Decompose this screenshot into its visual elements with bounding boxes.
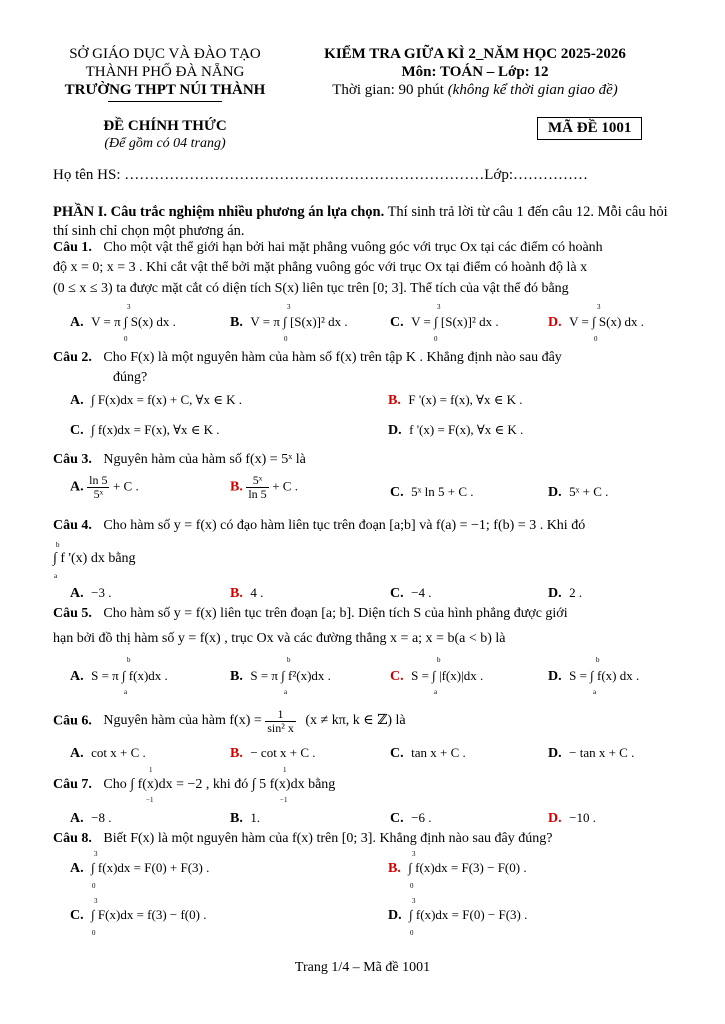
q1-c-text: V = ∫ [S(x)]² dx . [411,314,499,329]
option-c-label: C. [390,586,404,601]
q5-line2: hạn bởi đồ thị hàm số y = f(x) , trục Ox và các đường thẳng x = a; x = b(a < b) là [53,631,506,646]
q2-option-c[interactable] [70,422,220,439]
q1-d-upper: 3 [597,303,601,311]
q8-option-c[interactable] [70,907,206,924]
student-info-line: Họ tên HS: ………………………………………………………………Lớp:…………… [53,167,589,183]
q7-option-b[interactable] [230,810,260,827]
q5-b-upper: b [287,656,291,664]
q6-frac-den: sin² x [267,720,294,735]
q6-c-text: tan x + C . [411,745,466,760]
option-d-label: D. [548,811,562,826]
q1-option-b[interactable] [230,314,348,331]
q6-option-a[interactable] [70,745,146,762]
q8-option-d[interactable] [388,907,527,924]
option-a-label: A. [70,315,84,330]
q3-a-num: ln 5 [89,473,108,487]
q1-a-upper: 3 [127,303,131,311]
q1-d-text: V = ∫ S(x) dx . [569,314,645,329]
q4-d-text: 2 . [569,585,583,600]
q8-b-text: ∫ f(x)dx = F(3) − F(0) . [408,860,527,875]
option-c-label: C. [390,669,404,684]
option-b-label: B. [230,315,243,330]
q8-option-b[interactable] [388,860,527,877]
q3-label: Câu 3. [53,452,92,467]
q5-option-d[interactable] [548,668,639,685]
q7-first-lower: −1 [146,796,154,804]
option-a-label: A. [70,861,84,876]
option-c-label: C. [390,746,404,761]
q7-second-upper: 1 [283,766,287,774]
q3-a-den: 5ˣ [93,486,104,501]
option-a-label: A. [70,479,84,495]
option-b-label: B. [230,811,243,826]
q1-option-a[interactable] [70,314,176,331]
q8-c-upper: 3 [94,897,98,905]
q8-text: Biết F(x) là một nguyên hàm của f(x) trên [0; 3]. Khẳng định nào sau đây đúng? [103,831,553,846]
q2-option-b[interactable] [388,392,523,409]
option-d-label: D. [388,423,402,438]
option-d-label: D. [548,669,562,684]
option-d-label: D. [548,485,562,500]
q1-b-lower: 0 [284,335,288,343]
q5-d-text: S = ∫ f(x) dx . [569,668,640,683]
q4-text-1: Cho hàm số y = f(x) có đạo hàm liên tục trên đoạn [a;b] và f(a) = −1; f(b) = 3 . Khi đó [103,518,586,533]
option-c-label: C. [390,811,404,826]
option-b-label: B. [230,669,243,684]
q5-c-upper: b [437,656,441,664]
q7-c-text: −6 . [411,810,432,825]
q4-option-a[interactable] [70,585,111,602]
q4-a-text: −3 . [91,585,112,600]
q1-option-d[interactable] [548,314,644,331]
q3-b-den: ln 5 [248,486,267,501]
subject-line: Môn: TOÁN – Lớp: 12 [401,64,549,80]
option-c-label: C. [390,315,404,330]
q1-c-lower: 0 [434,335,438,343]
q7-option-c[interactable] [390,810,431,827]
q8-a-lower: 0 [92,882,96,890]
q3-option-b[interactable] [230,474,298,500]
q6-text-prefix: Nguyên hàm của hàm f(x) = [103,713,262,729]
q7-second-lower: −1 [280,796,288,804]
q6-line [53,708,406,734]
q6-fraction [265,708,296,734]
q4-line1 [53,518,585,534]
q7-text: Cho ∫ f(x)dx = −2 , khi đó ∫ 5 f(x)dx bằng [103,777,336,792]
q5-b-text: S = π ∫ f²(x)dx . [250,668,331,683]
q5-option-b[interactable] [230,668,331,685]
q1-line3: (0 ≤ x ≤ 3) ta được mặt cắt có diện tích S(x) liên tục trên [0; 3]. Thể tích của vật thể đó bằng [53,281,569,296]
q1-text-1: Cho một vật thể giới hạn bởi hai mặt phẳng vuông góc với trục Ox tại các điểm có hoành [103,240,603,255]
q8-d-lower: 0 [410,929,414,937]
q7-label: Câu 7. [53,777,92,792]
option-a-label: A. [70,586,84,601]
q1-a-text: V = π ∫ S(x) dx . [91,314,176,329]
q4-label: Câu 4. [53,518,92,533]
q5-b-lower: a [284,688,288,696]
q5-a-text: S = π ∫ f(x)dx . [91,668,168,683]
q8-label: Câu 8. [53,831,92,846]
q3-option-a[interactable] [70,474,139,500]
q4-upper: b [56,541,60,549]
q5-label: Câu 5. [53,606,92,621]
q1-b-upper: 3 [287,303,291,311]
q3-line [53,452,306,468]
q3-b-fraction [246,474,268,500]
school-name: TRƯỜNG THPT NÚI THÀNH [64,82,266,98]
q2-d-text: f '(x) = F(x), ∀x ∈ K . [409,422,524,437]
q5-a-lower: a [124,688,128,696]
option-a-label: A. [70,811,84,826]
q4-line2: ∫ f '(x) dx bằng [53,551,136,566]
q5-line1 [53,606,568,622]
q3-a-fraction [87,474,109,500]
q8-line [53,831,552,847]
q4-c-text: −4 . [411,585,432,600]
time-line [305,82,645,99]
q7-first-upper: 1 [149,766,153,774]
option-a-label: A. [70,746,84,761]
q1-a-lower: 0 [124,335,128,343]
q6-label: Câu 6. [53,713,92,729]
q6-frac-num: 1 [265,708,296,722]
q5-a-upper: b [127,656,131,664]
option-b-label: B. [230,479,243,495]
q8-d-text: ∫ f(x)dx = F(0) − F(3) . [409,907,528,922]
q3-b-tail: + C . [272,478,298,494]
q2-option-a[interactable] [70,392,242,409]
q8-option-a[interactable] [70,860,209,877]
q1-option-c[interactable] [390,314,499,331]
exam-code-box: MÃ ĐỀ 1001 [537,117,642,140]
exam-title: KIỂM TRA GIỮA KÌ 2_NĂM HỌC 2025-2026 [324,46,626,62]
q7-a-text: −8 . [91,810,112,825]
q1-line2: độ x = 0; x = 3 . Khi cắt vật thể bởi mặt phẳng vuông góc với trục Ox tại điểm có hoành độ là x [53,260,588,275]
school-underline [108,101,222,102]
q2-c-text: ∫ f(x)dx = F(x), ∀x ∈ K . [91,422,220,437]
q5-d-lower: a [593,688,597,696]
option-d-label: D. [548,746,562,761]
option-a-label: A. [70,393,84,408]
q1-d-lower: 0 [594,335,598,343]
q8-a-upper: 3 [94,850,98,858]
q3-option-d[interactable] [548,484,608,501]
q1-label: Câu 1. [53,240,92,255]
q1-c-upper: 3 [437,303,441,311]
part1-heading [53,203,673,241]
q6-a-text: cot x + C . [91,745,146,760]
city-name: THÀNH PHỐ ĐÀ NẴNG [85,64,245,80]
q3-a-tail: + C . [112,478,139,494]
q8-c-text: ∫ F(x)dx = f(3) − f(0) . [91,907,207,922]
page-footer: Trang 1/4 – Mã đề 1001 [294,960,431,975]
q7-d-text: −10 . [569,810,596,825]
q8-d-upper: 3 [412,897,416,905]
option-d-label: D. [388,908,402,923]
q8-c-lower: 0 [92,929,96,937]
q5-c-lower: a [434,688,438,696]
part1-title: PHẦN I. Câu trắc nghiệm nhiều phương án lựa chọn. [53,204,385,220]
option-b-label: B. [388,393,401,408]
q2-line2: đúng? [113,370,148,385]
option-b-label: B. [388,861,401,876]
q3-c-text: 5ˣ ln 5 + C . [411,484,474,499]
q2-line1 [53,350,562,366]
q5-option-a[interactable] [70,668,168,685]
q7-option-a[interactable] [70,810,111,827]
q5-option-c[interactable] [390,668,483,685]
option-c-label: C. [70,423,84,438]
q2-text-1: Cho F(x) là một nguyên hàm của hàm số f(x) trên tập K . Khẳng định nào sau đây [103,350,562,365]
option-a-label: A. [70,669,84,684]
q3-text: Nguyên hàm của hàm số f(x) = 5ˣ là [103,452,306,467]
q3-b-num: 5ˣ [246,474,268,488]
q3-d-text: 5ˣ + C . [569,484,609,499]
q6-option-c[interactable] [390,745,466,762]
q1-b-text: V = π ∫ [S(x)]² dx . [250,314,348,329]
q4-option-d[interactable] [548,585,582,602]
pages-note: (Để gồm có 04 trang) [104,136,226,151]
q2-label: Câu 2. [53,350,92,365]
option-d-label: D. [548,315,562,330]
department-name: SỞ GIÁO DỤC VÀ ĐÀO TẠO [69,46,261,62]
q4-b-text: 4 . [250,585,264,600]
q5-d-upper: b [596,656,600,664]
q5-text-1: Cho hàm số y = f(x) liên tục trên đoạn [a; b]. Diện tích S của hình phẳng được giới [103,606,568,621]
q6-text-suffix: (x ≠ kπ, k ∈ ℤ) là [305,713,406,729]
q6-b-text: − cot x + C . [250,745,316,760]
q2-option-d[interactable] [388,422,523,439]
q8-b-lower: 0 [410,882,414,890]
q6-option-b[interactable] [230,745,316,762]
q7-b-text: 1. [250,810,261,825]
official-label: ĐỀ CHÍNH THỨC [103,118,227,134]
q2-a-text: ∫ F(x)dx = f(x) + C, ∀x ∈ K . [91,392,243,407]
q2-b-text: F '(x) = f(x), ∀x ∈ K . [408,392,523,407]
part1-instruction: Thí sinh trả lời từ câu 1 đến câu 12. Mỗi câu hỏi thí sinh chỉ chọn một phương án. [53,204,668,239]
q6-d-text: − tan x + C . [569,745,635,760]
q8-a-text: ∫ f(x)dx = F(0) + F(3) . [91,860,210,875]
time-note: (không kể thời gian giao đề) [447,82,618,98]
option-d-label: D. [548,586,562,601]
option-c-label: C. [70,908,84,923]
option-b-label: B. [230,586,243,601]
q3-option-c[interactable] [390,484,474,501]
q5-c-text: S = ∫ |f(x)|dx . [411,668,484,683]
time-text: Thời gian: 90 phút [332,82,448,98]
q1-line1 [53,240,603,256]
q7-option-d[interactable] [548,810,596,827]
q7-line [53,777,335,793]
q4-option-c[interactable] [390,585,431,602]
q8-b-upper: 3 [412,850,416,858]
option-c-label: C. [390,485,404,500]
option-b-label: B. [230,746,243,761]
q4-option-b[interactable] [230,585,263,602]
q4-lower: a [54,572,58,580]
q6-option-d[interactable] [548,745,634,762]
